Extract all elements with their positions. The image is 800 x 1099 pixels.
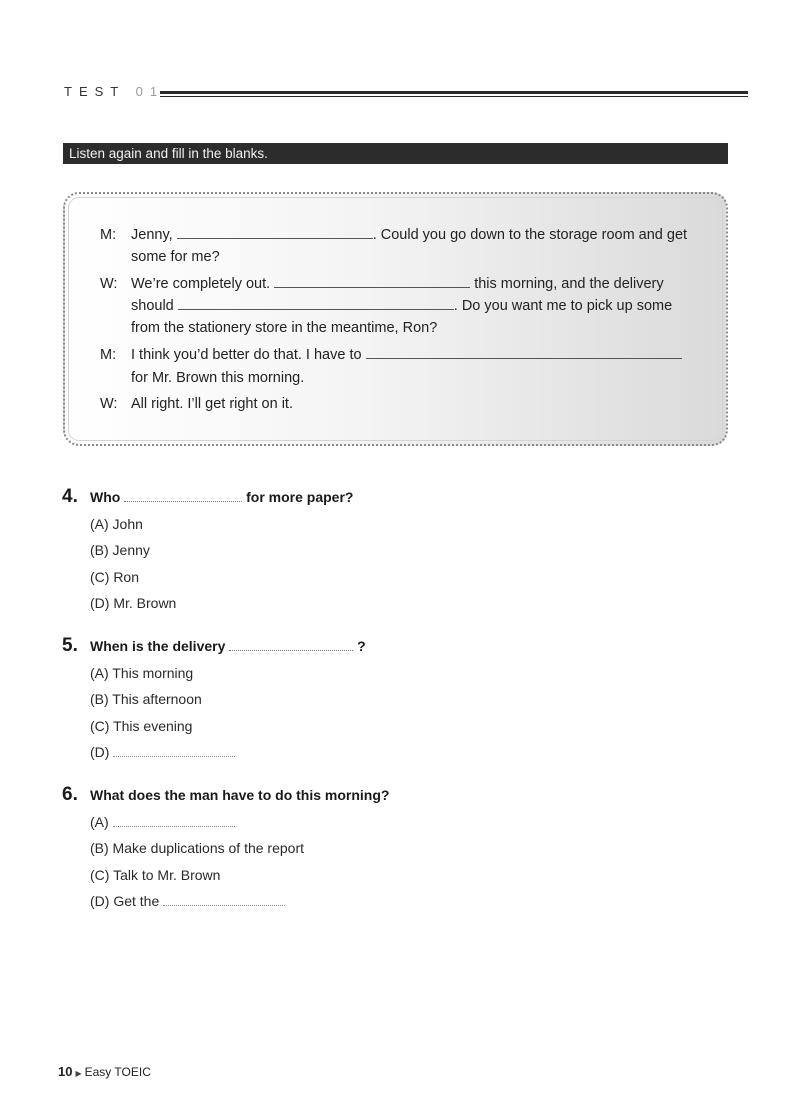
dialogue-line-1 [100, 226, 687, 243]
question-number: 4. [62, 486, 78, 507]
test-label: TEST [64, 84, 125, 99]
blank-field[interactable] [177, 226, 373, 239]
question-4 [62, 486, 353, 508]
page-footer [58, 1064, 151, 1079]
test-number: 01 [135, 84, 165, 99]
dialogue-text: . Do you want me to pick up some [453, 298, 673, 314]
dialogue-line-3 [100, 346, 682, 363]
option-6c[interactable]: (C) Talk to Mr. Brown [90, 867, 221, 883]
blank-field[interactable] [274, 275, 470, 288]
option-6a[interactable] [90, 814, 235, 830]
option-5a[interactable]: (A) This morning [90, 665, 194, 681]
book-title: Easy TOEIC [84, 1065, 151, 1079]
blank-field[interactable] [163, 896, 285, 906]
dialogue-text: I think you’d better do that. I have to [131, 347, 362, 363]
option-4c[interactable]: (C) Ron [90, 569, 140, 585]
question-number: 5. [62, 635, 78, 656]
dialogue-line-2-cont2: from the stationery store in the meantime, Ron? [131, 320, 438, 336]
question-6 [62, 784, 389, 806]
blank-field[interactable] [178, 297, 454, 310]
option-4b[interactable]: (B) Jenny [90, 542, 150, 558]
option-5b[interactable]: (B) This afternoon [90, 691, 202, 707]
option-6b[interactable]: (B) Make duplications of the report [90, 840, 304, 856]
dialogue-line-2 [100, 275, 664, 292]
question-text: Who [90, 489, 121, 505]
instruction-banner: Listen again and fill in the blanks. [63, 143, 728, 164]
test-header [64, 84, 164, 99]
question-text: ? [357, 638, 366, 654]
dialogue-line-1-cont: some for me? [131, 249, 220, 265]
option-label: (D) [90, 744, 110, 760]
speaker-label: W: [100, 396, 118, 412]
page-number: 10 [58, 1064, 73, 1079]
speaker-label: W: [100, 276, 118, 292]
dialogue-text: . Could you go down to the storage room and get [372, 227, 688, 243]
question-text: What does the man have to do this morning? [90, 787, 390, 803]
option-5c[interactable]: (C) This evening [90, 718, 193, 734]
dialogue-text: this morning, and the delivery [474, 276, 664, 292]
option-5d[interactable] [90, 744, 235, 760]
dialogue-text: We’re completely out. [131, 276, 271, 292]
dialogue-line-3-cont: for Mr. Brown this morning. [131, 370, 305, 386]
dialogue-text: should [131, 298, 174, 314]
blank-field[interactable] [113, 817, 235, 827]
blank-field[interactable] [113, 747, 235, 757]
blank-field[interactable] [366, 346, 682, 359]
speaker-label: M: [100, 347, 117, 363]
question-text: When is the delivery [90, 638, 226, 654]
option-label: (A) [90, 814, 109, 830]
speaker-label: M: [100, 227, 117, 243]
question-text: for more paper? [246, 489, 354, 505]
dialogue-line-2-cont [131, 297, 672, 314]
dialogue-text: Jenny, [131, 227, 173, 243]
blank-field[interactable] [229, 640, 353, 651]
blank-field[interactable] [124, 491, 242, 502]
option-4d[interactable]: (D) Mr. Brown [90, 595, 177, 611]
triangle-icon: ▶ [75, 1069, 82, 1078]
option-6d[interactable] [90, 893, 285, 909]
question-number: 6. [62, 784, 78, 805]
option-label: (D) Get the [90, 893, 160, 909]
dialogue-line-4 [100, 396, 293, 412]
header-rule [160, 91, 748, 97]
dialogue-text: All right. I’ll get right on it. [131, 396, 293, 412]
question-5 [62, 635, 366, 657]
option-4a[interactable]: (A) John [90, 516, 143, 532]
